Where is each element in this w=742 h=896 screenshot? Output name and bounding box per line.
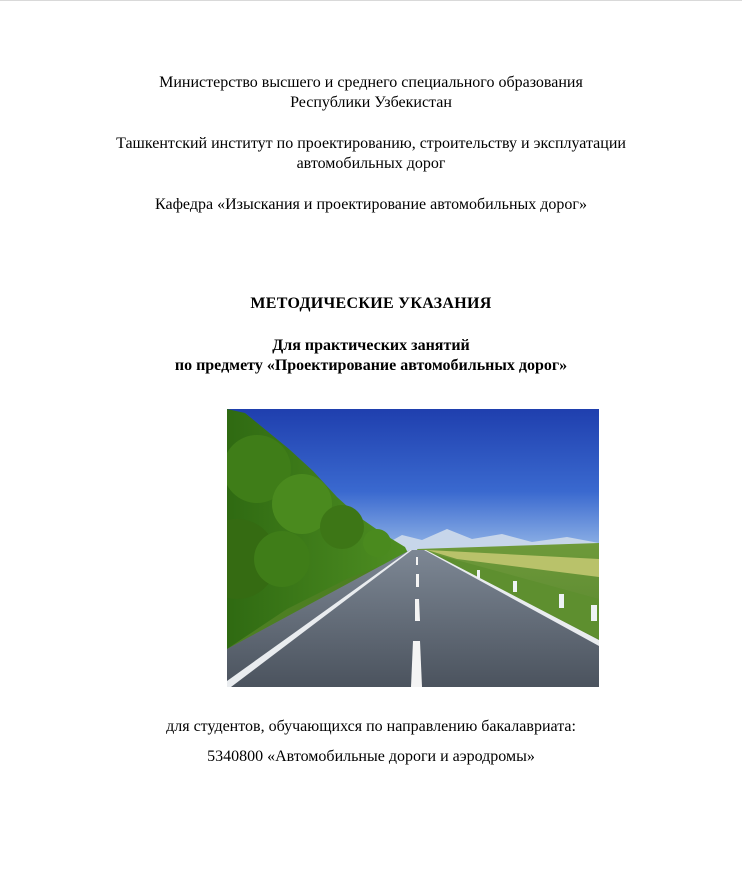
roadside-post-4: [591, 605, 597, 621]
audience-line: для студентов, обучающихся по направлению бакалавриата:: [166, 718, 576, 735]
tree-canopy-6: [254, 531, 310, 587]
program-line: 5340800 «Автомобильные дороги и аэродромы»: [207, 748, 535, 765]
institute-line-2: автомобильных дорог: [296, 155, 446, 172]
subtitle-line-2: по предмету «Проектирование автомобильных дорог»: [174, 357, 568, 374]
page-top-border: [0, 0, 742, 1]
roadside-post-1: [477, 570, 480, 578]
ministry-line-1: Министерство высшего и среднего специального образования: [159, 74, 583, 91]
institute-line-1: Ташкентский институт по проектированию, строительству и эксплуатации: [116, 135, 626, 152]
subtitle-line-1: Для практических занятий: [272, 337, 470, 354]
tree-canopy-4: [363, 529, 391, 557]
ministry-line-2: Республики Узбекистан: [290, 94, 452, 111]
roadside-post-2: [513, 581, 517, 592]
document-title: МЕТОДИЧЕСКИЕ УКАЗАНИЯ: [250, 295, 492, 312]
center-dash-2: [416, 574, 419, 587]
road-landscape-photo: [227, 409, 599, 687]
tree-canopy-3: [320, 505, 364, 549]
department-line: Кафедра «Изыскания и проектирование автомобильных дорог»: [155, 196, 587, 213]
road-landscape-illustration: [227, 409, 599, 687]
center-dash-1: [416, 557, 418, 565]
roadside-post-3: [559, 594, 564, 608]
